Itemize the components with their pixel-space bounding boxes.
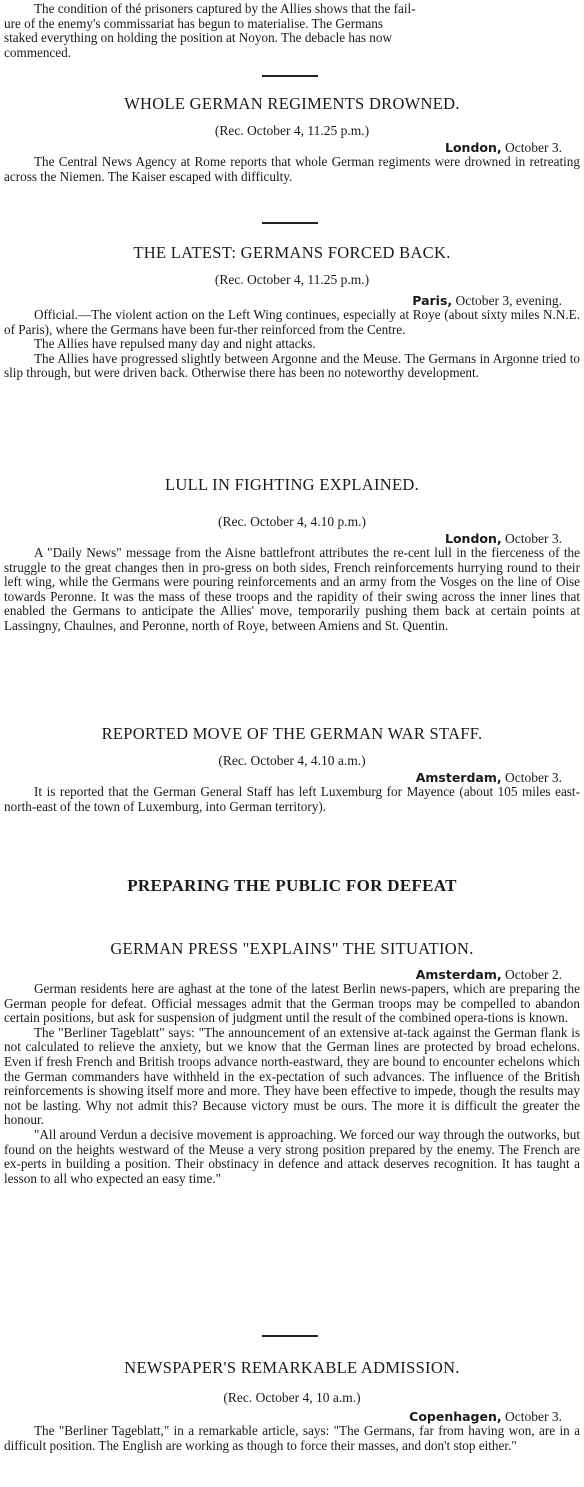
article-paragraph: The "Berliner Tageblatt," in a remarkable article, says: "The Germans, far from having won, are in a difficult position. The English are working as though to force their masses, and don't stop either." (4, 1423, 580, 1453)
dateline-place: Paris, (412, 293, 453, 308)
section-divider (262, 75, 318, 77)
dateline-date: October 3. (505, 1409, 562, 1424)
received-time: (Rec. October 4, 11.25 p.m.) (214, 123, 370, 138)
article-lull-in-fighting (0, 475, 584, 634)
dateline-place: London, (445, 140, 502, 155)
received-time: (Rec. October 4, 4.10 a.m.) (218, 753, 366, 768)
dateline (0, 967, 584, 982)
article-preparing-public-for-defeat (0, 876, 584, 1186)
intro-line: commenced. (4, 44, 72, 60)
article-paragraph: It is reported that the German General Staff has left Luxemburg for Mayence (about 105 miles east-north-east of the town of Luxemburg, into German territory). (4, 784, 580, 814)
article-paragraph: The Central News Agency at Rome reports that whole German regiments were drowned in retreating across the Niemen. The Kaiser escaped with difficulty. (4, 154, 580, 184)
dateline-place: Amsterdam, (415, 967, 502, 982)
article-headline: NEWSPAPER'S REMARKABLE ADMISSION. (124, 1358, 460, 1377)
article-headline: THE LATEST: GERMANS FORCED BACK. (133, 243, 451, 262)
dateline-date: October 3, evening. (455, 293, 562, 308)
dateline-date: October 3. (505, 140, 562, 155)
received-time: (Rec. October 4, 10 a.m.) (223, 1390, 361, 1405)
article-headline: LULL IN FIGHTING EXPLAINED. (164, 475, 420, 494)
intro-line: ure of the enemy's commissariat has begun to materialise. The Germans (4, 15, 383, 31)
article-newspaper-admission (0, 1358, 584, 1453)
article-paragraph: The Allies have progressed slightly between Argonne and the Meuse. The Germans in Argonne tried to slip through, but were driven back. Otherwise there has been no noteworthy development. (4, 350, 580, 381)
dateline-date: October 3. (505, 531, 562, 546)
received-time: (Rec. October 4, 11.25 p.m.) (214, 272, 370, 287)
dateline (0, 770, 584, 785)
intro-line: staked everything on holding the position at Noyon. The debacle has now (4, 30, 392, 46)
article-regiments-drowned (0, 94, 584, 184)
dateline (0, 293, 584, 308)
dateline-date: October 2. (505, 967, 562, 982)
dateline-place: Copenhagen, (409, 1409, 502, 1424)
intro-paragraph (0, 2, 584, 60)
dateline (0, 531, 584, 546)
intro-line: The condition of thé prisoners captured by the Allies shows that the fail- (34, 1, 416, 16)
dateline-place: London, (445, 531, 502, 546)
article-paragraph: German residents here are aghast at the tone of the latest Berlin news-papers, which are preparing the German people for defeat. Official messages admit that the German troops may be compelled to abandon certain positions, but ask for suspension of judgment until the result of the combined opera-tions is known. (4, 981, 580, 1026)
article-paragraph: Official.—The violent action on the Left Wing continues, especially at Roye (about sixty miles N.N.E. of Paris), where the Germans have been fur-ther reinforced from the Centre. (4, 307, 580, 337)
section-divider (262, 222, 318, 224)
dateline-place: Amsterdam, (415, 770, 502, 785)
article-headline: REPORTED MOVE OF THE GERMAN WAR STAFF. (101, 724, 483, 743)
dateline (0, 140, 584, 155)
article-paragraph: The "Berliner Tageblatt" says: "The announcement of an extensive at-tack against the German flank is not calculated to relieve the anxiety, but we know that the German lines are protected by broad echelons. Even if fresh French and British troops advance north-eastward, they are bound to encounter echelons which the German commanders have withheld in the ex-pectation of such advances. The influence of the British reinforcements is showing itself more and more. They have been effective to impede, though the results may not be lasting. Why not admit this? Because victory must be ours. The more it is difficult the greater the honour. (4, 1024, 580, 1128)
article-headline: PREPARING THE PUBLIC FOR DEFEAT (127, 876, 457, 895)
dateline-date: October 3. (505, 770, 562, 785)
article-german-war-staff (0, 724, 584, 814)
section-divider (262, 1335, 318, 1337)
article-paragraph: A "Daily News" message from the Aisne battlefront attributes the re-cent lull in the fierceness of the struggle to the great changes then in pro-gress on both sides, French reinforcements hurrying round to their left wing, while the Germans were pouring reinforcements and an army from the Vosges on the line of Oise towards Peronne. It was the mass of these troops and the rapidity of their swing across the inner lines that enabled the Germans to anticipate the Allies' move, temporarily pushing them back at certain points at Lassingny, Chaulnes, and Peronne, north of Roye, between Amiens and St. Quentin. (4, 545, 580, 633)
article-latest-germans-forced-back (0, 243, 584, 381)
dateline (0, 1409, 584, 1424)
article-paragraph: The Allies have repulsed many day and night attacks. (34, 336, 316, 352)
article-subheadline: GERMAN PRESS "EXPLAINS" THE SITUATION. (110, 939, 474, 958)
received-time: (Rec. October 4, 4.10 p.m.) (217, 514, 367, 529)
article-paragraph: "All around Verdun a decisive movement is approaching. We forced our way through the outworks, but found on the heights westward of the Meuse a very strong position prepared by the enemy. The French are ex-perts in building a position. Their obstinacy in defence and attack deserves recognition. It has taught a lesson to all who expected an easy time." (4, 1126, 580, 1186)
article-headline: WHOLE GERMAN REGIMENTS DROWNED. (124, 94, 460, 113)
